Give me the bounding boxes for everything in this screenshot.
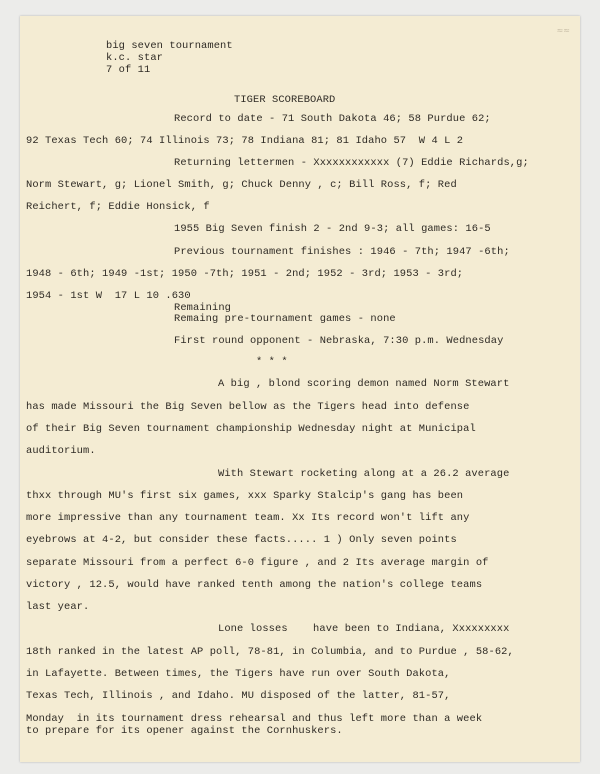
record-line-2: 92 Texas Tech 60; 74 Illinois 73; 78 Indiana 81; 81 Idaho 57 W 4 L 2: [26, 135, 464, 147]
body-line: 18th ranked in the latest AP poll, 78-81, in Columbia, and to Purdue , 58-62,: [26, 646, 514, 658]
body-line: thxx through MU's first six games, xxx Sparky Stalcip's gang has been: [26, 490, 464, 502]
remaining-insert: Remaining: [174, 302, 232, 314]
body-line: separate Missouri from a perfect 6-0 figure , and 2 Its average margin of: [26, 557, 489, 569]
body-line: Monday in its tournament dress rehearsal and thus left more than a week: [26, 713, 483, 725]
lettermen-line-2: Norm Stewart, g; Lionel Smith, g; Chuck Denny , c; Bill Ross, f; Red: [26, 179, 457, 191]
previous-finishes-line-3: 1954 - 1st W 17 L 10 .630: [26, 290, 191, 302]
slug-line-2: k.c. star: [106, 52, 164, 64]
section-divider: * * *: [256, 356, 288, 368]
body-line: Texas Tech, Illinois , and Idaho. MU disposed of the latter, 81-57,: [26, 690, 451, 702]
body-line: in Lafayette. Between times, the Tigers have run over South Dakota,: [26, 668, 451, 680]
slug-line-1: big seven tournament: [106, 40, 233, 52]
remaining-games: Remaing pre-tournament games - none: [174, 313, 396, 325]
body-line: has made Missouri the Big Seven bellow as the Tigers head into defense: [26, 401, 470, 413]
slug-line-3: 7 of 11: [106, 64, 151, 76]
body-line: more impressive than any tournament team. Xx Its record won't lift any: [26, 512, 470, 524]
body-line: A big , blond scoring demon named Norm Stewart: [218, 378, 510, 390]
body-line: last year.: [26, 601, 90, 613]
document-page: [20, 16, 580, 762]
body-line: With Stewart rocketing along at a 26.2 average: [218, 468, 510, 480]
record-line-1: Record to date - 71 South Dakota 46; 58 Purdue 62;: [174, 113, 491, 125]
lettermen-line-1: Returning lettermen - Xxxxxxxxxxxx (7) Eddie Richards,g;: [174, 157, 529, 169]
corner-pencil-mark: ≈≈: [556, 26, 570, 35]
body-line: to prepare for its opener against the Cornhuskers.: [26, 725, 343, 737]
previous-finishes-line-2: 1948 - 6th; 1949 -1st; 1950 -7th; 1951 - 2nd; 1952 - 3rd; 1953 - 3rd;: [26, 268, 464, 280]
body-line: victory , 12.5, would have ranked tenth among the nation's college teams: [26, 579, 483, 591]
body-line: eyebrows at 4-2, but consider these facts..... 1 ) Only seven points: [26, 534, 457, 546]
first-round-opponent: First round opponent - Nebraska, 7:30 p.m. Wednesday: [174, 335, 504, 347]
big-seven-finish: 1955 Big Seven finish 2 - 2nd 9-3; all games: 16-5: [174, 223, 491, 235]
body-line: Lone losses have been to Indiana, Xxxxxxxxx: [218, 623, 510, 635]
previous-finishes-line-1: Previous tournament finishes : 1946 - 7th; 1947 -6th;: [174, 246, 510, 258]
scoreboard-title: TIGER SCOREBOARD: [234, 94, 336, 106]
lettermen-line-3: Reichert, f; Eddie Honsick, f: [26, 201, 210, 213]
body-line: auditorium.: [26, 445, 96, 457]
body-line: of their Big Seven tournament championship Wednesday night at Municipal: [26, 423, 476, 435]
